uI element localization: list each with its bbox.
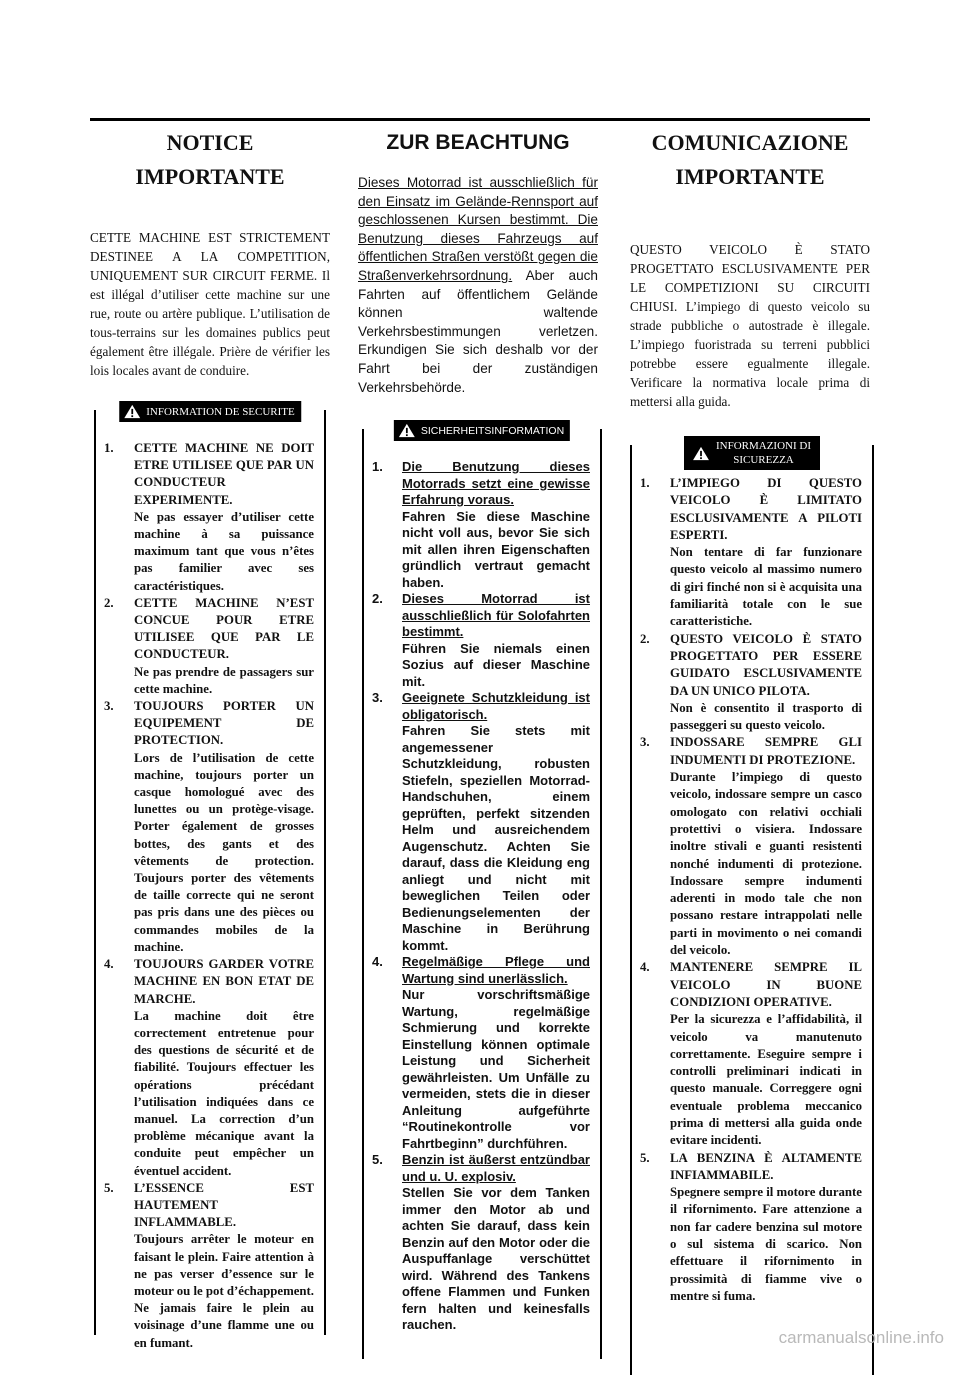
safety-item [104,440,314,595]
safety-item-body: Nur vorschriftsmäßige Wartung, regelmäßige Schmierung und korrekte Einstellung können optimale Leistung und Sicherheit gewährleisten. Um Unfälle zu vermeiden, stets die in dieser Anleitung aufgeführte “Routinekontrolle vor Fahrtbeginn” durchführen. [402,987,590,1151]
french-title [90,126,330,194]
safety-item-heading: CETTE MACHINE N’EST CONCUE POUR ETRE UTILISEE QUE PAR LE CONDUCTEUR. [134,595,314,662]
top-rule [90,118,870,121]
safety-item-body: Non è consentito il trasporto di passeggeri su questo veicolo. [670,700,862,733]
safety-item-number: 2. [104,595,114,610]
safety-item [640,1150,862,1306]
safety-item-body: Ne pas essayer d’utiliser cette machine à sa puissance maximum tant que vous n’êtes pas familier avec ses caractéristiques. [134,509,314,593]
safety-item-heading: QUESTO VEICOLO È STATO PROGETTATO PER ESSERE GUIDATO ESCLUSIVAMENTE DA UN UNICO PILOTA. [670,631,862,698]
safety-item-number: 5. [640,1150,650,1165]
column-french [90,126,330,1350]
safety-item [640,959,862,1149]
german-safety-box [362,424,602,1359]
safety-item [640,475,862,631]
safety-item [372,459,590,591]
warning-triangle-icon [692,446,710,461]
safety-item-number: 1. [640,476,650,490]
french-safety-badge-label: INFORMATION DE SECURITE [146,405,295,418]
safety-item-body: Stellen Sie vor dem Tanken immer den Motor ab und achten Sie darauf, dass kein Benzin auf den Motor oder die Auspuffanlage verschüttet wird. Während des Tankens offene Flammen und Funken fern halten und keinesfalls rauchen. [402,1185,590,1333]
safety-item-body: Per la sicurezza e l’affidabilità, il veicolo va manutenuto correttamente. Eseguire sempre i controlli preliminari indicati in questo manuale. Correggere ogni eventuale problema meccanico prima di mettersi alla guida onde evitare incidenti. [670,1012,862,1148]
safety-item-number: 4. [372,954,383,970]
safety-item [372,1152,590,1334]
safety-item-number: 2. [372,591,383,607]
safety-item-heading: CETTE MACHINE NE DOIT ETRE UTILISEE QUE PAR UN CONDUCTEUR EXPERIMENTE. [134,441,314,507]
safety-item-number: 2. [640,631,650,646]
safety-item-heading: LA BENZINA È ALTAMENTE INFIAMMABILE. [670,1150,862,1182]
safety-item-number: 1. [372,459,383,475]
safety-item-number: 5. [104,1180,114,1195]
safety-item [372,690,590,954]
safety-item [104,1180,314,1352]
watermark: carmanualsonline.info [778,1328,944,1347]
safety-item-heading: Die Benutzung dieses Motorrads setzt eine gewisse Erfahrung voraus. [402,459,590,508]
column-german [358,126,598,1359]
safety-item-body: Spegnere sempre il motore durante il rifornimento. Fare attenzione a non far cadere benzina sul motore o sul sistema di scarico. Non effettuare il rifornimento in prossimità di fiamme vive o mentre si fuma. [670,1185,862,1303]
safety-item [104,956,314,1180]
safety-item [372,954,590,1152]
safety-item-heading: MANTENERE SEMPRE IL VEICOLO IN BUONE CONDIZIONI OPERATIVE. [670,960,862,1009]
safety-item-heading: L’ESSENCE EST HAUTEMENT INFLAMMABLE. [134,1180,314,1230]
safety-item-heading: Regelmäßige Pflege und Wartung sind unerlässlich. [402,954,590,986]
safety-item-number: 1. [104,441,114,455]
french-safety-box [94,405,326,1350]
safety-item-number: 3. [640,735,650,750]
german-safety-badge-label: SICHERHEITSINFORMATION [420,424,565,437]
german-safety-list [364,459,600,1334]
safety-item-body: La machine doit être correctement entretenue pour des questions de sécurité et de fiabilité. Toujours effectuer les opérations précédant l’utilisation indiquées dans ce manuel. La correction d’un problème mécanique avant la conduite peut empêcher un éventuel accident. [134,1008,314,1178]
safety-item-heading: TOUJOURS GARDER VOTRE MACHINE EN BON ETAT DE MARCHE. [134,957,314,1006]
italian-intro: QUESTO VEICOLO È STATO PROGETTATO ESCLUSIVAMENTE PER LE COMPETIZIONI SU CIRCUITI CHIUSI. L’impiego di questo veicolo su strade pubbliche o autostrade è illegale. L’impiego fuoristrada su terreni pubblici potrebbe essere egualmente illegale. Verificare la normativa locale prima di mettersi alla guida. [630,242,870,409]
safety-item-body: Toujours arrêter le moteur en faisant le plein. Faire attention à ne pas verser d’essence sur le moteur ou le pot d’échappement. Ne jamais faire le plein au voisinage d’une flamme une ou en fumant. [134,1232,314,1350]
safety-item-heading: INDOSSARE SEMPRE GLI INDUMENTI DI PROTEZIONE. [670,735,862,767]
safety-item [640,734,862,959]
french-title-line2: IMPORTANTE [135,164,285,189]
safety-item-number: 4. [104,957,114,972]
safety-item-number: 4. [640,960,650,975]
french-safety-list [96,440,324,1352]
safety-item-body: Fahren Sie diese Maschine nicht voll aus, bevor Sie sich mit allen ihren Eigenschaften gründlich vertraut gemacht haben. [402,508,590,590]
italian-safety-list [632,475,872,1305]
safety-item-body: Lors de l’utilisation de cette machine, toujours porter un casque homologué avec des lunettes ou un protège-visage. Porter également de grosses bottes, des gants et des vêtements de protection. Toujours porter des vêtements de taille correcte qui ne seront pas pris dans une des pièces ou commandes mobiles de la machine. [134,750,314,954]
column-italian [630,126,870,1375]
safety-item [104,595,314,698]
italian-title-line1: COMUNICAZIONE [651,130,849,155]
warning-triangle-icon [398,423,416,438]
italian-safety-badge-label: INFORMAZIONI DI SICUREZZA [715,440,812,466]
safety-item-heading: Benzin ist äußerst entzündbar und u. U. explosiv. [402,1152,590,1184]
safety-item [104,698,314,956]
safety-item-number: 3. [372,690,383,706]
italian-safety-badge [684,436,820,470]
german-title: ZUR BEACHTUNG [386,131,570,154]
safety-item-number: 5. [372,1152,383,1168]
german-intro [358,174,598,397]
safety-item-number: 3. [104,699,114,714]
safety-item-heading: Geeignete Schutzkleidung ist obligatorisch. [402,690,590,722]
italian-safety-box [630,440,874,1375]
safety-item-body: Ne pas prendre de passagers sur cette machine. [134,664,314,696]
safety-item [640,631,862,735]
safety-item-body: Durante l’impiego di questo veicolo, indossare sempre un casco omologato con relativi occhiali protettivi o visiera. Indossare inoltre stivali e guanti resistenti nonché indumenti di protezione. Indossare sempre indumenti aderenti in modo tale che non possano restare intrappolati nelle parti in movimento o nei comandi del veicolo. [670,770,862,958]
safety-item-body: Fahren Sie stets mit angemessener Schutzkleidung, robusten Stiefeln, speziellen Motorrad-Handschuhen, einem geprüften, perfekt sitzenden Helm und ausreichendem Augenschutz. Achten Sie darauf, dass die Kleidung eng anliegt und nicht mit beweglichen Teilen oder Bedienungselementen der Maschine in Berührung kommt. [402,723,590,953]
french-intro: CETTE MACHINE EST STRICTEMENT DESTINEE A LA COMPETITION, UNIQUEMENT SUR CIRCUIT FERME. Il est illégal d’utiliser cette machine sur une rue, route ou artère publique. L’utilisation de tous-terrains sur les domaines publics peut également être illégale. Prière de vérifier les lois locales avant de conduire. [90,230,330,378]
german-safety-badge [394,420,570,441]
italian-title [630,126,870,194]
french-safety-badge [119,401,301,422]
safety-item [372,591,590,690]
safety-item-heading: TOUJOURS PORTER UN EQUIPEMENT DE PROTECTION. [134,699,314,748]
german-intro-rest: Aber auch Fahrten auf öffentlichem Gelände können waltende Verkehrsbestimmungen verletzen. Erkundigen Sie sich deshalb vor der Fahrt bei der zuständigen Verkehrsbehörde. [358,267,598,395]
safety-item-body: Non tentare di far funzionare questo veicolo al massimo numero di giri finché non si è acquisita una familiarità totale con le sue caratteristiche. [670,545,862,629]
safety-item-body: Führen Sie niemals einen Sozius auf dieser Maschine mit. [402,640,590,689]
safety-item-heading: L’IMPIEGO DI QUESTO VEICOLO È LIMITATO ESCLUSIVAMENTE A PILOTI ESPERTI. [670,476,862,542]
german-intro-underlined: Dieses Motorrad ist ausschließlich für den Einsatz im Gelände-Rennsport auf geschlossenen Kursen bestimmt. Die Benutzung dieses Fahrzeugs auf öffentlichen Straßen verstößt gegen die Straßenverkehrsordnung. [358,175,598,283]
italian-title-line2: IMPORTANTE [675,164,825,189]
french-title-line1: NOTICE [166,130,254,155]
safety-item-heading: Dieses Motorrad ist ausschließlich für Solofahrten bestimmt. [402,591,590,640]
warning-triangle-icon [123,404,141,419]
